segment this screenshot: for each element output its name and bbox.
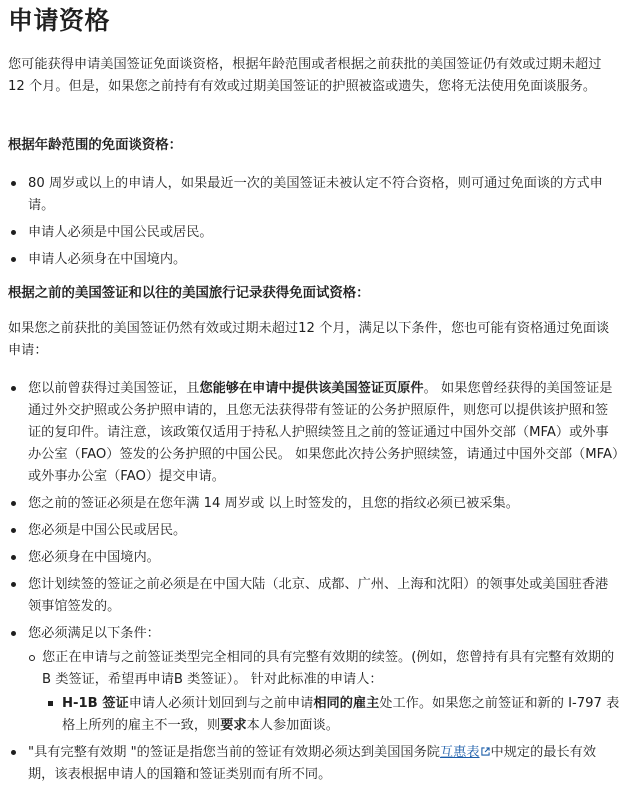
age-criteria-list bbox=[8, 173, 620, 276]
list-item: 您计划续签的签证之前必须是在中国大陆（北京、成都、广州、上海和沈阳）的领事处或美国驻香港领事馆签发的。 bbox=[8, 574, 620, 618]
list-item: 您之前的签证必须是在您年满 14 周岁或 以上时签发的，且您的指纹必须已被采集。 bbox=[8, 493, 620, 515]
intro-paragraph: 您可能获得申请美国签证免面谈资格，根据年龄范围或者根据之前获批的美国签证仍有效或过期未超过12 个月。但是，如果您之前持有有效或过期美国签证的护照被盗或遗失，您将无法使用免面谈服务。 bbox=[8, 57, 602, 94]
list-item: 您必须是中国公民或居民。 bbox=[8, 520, 620, 542]
list-item: 申请人必须是中国公民或居民。 bbox=[8, 222, 620, 244]
list-item: 您必须身在中国境内。 bbox=[8, 547, 620, 569]
prior-visa-criteria-list bbox=[8, 378, 620, 791]
prior-visa-section-heading: 根据之前的美国签证和以往的美国旅行记录获得免面试资格： bbox=[8, 286, 370, 301]
prior-visa-intro: 如果您之前获批的美国签证仍然有效或过期未超过12 个月，满足以下条件，您也可能有资格通过免面谈申请： bbox=[8, 321, 610, 358]
age-section-heading: 根据年龄范围的免面谈资格： bbox=[8, 138, 183, 153]
list-item: 您以前曾获得过美国签证，且您能够在申请中提供该美国签证页原件。 如果您曾经获得的美国签证是通过外交护照或公务护照申请的，且您无法获得带有签证的公务护照原件，则您可以提供该护照和签证的复印件。请注意，该政策仅适用于持私人护照续签且之前的签证通过中国外交部（MFA）或外事办公室（FAO）签发的公务护照的中国公民。 如果您此次持公务护照续签，请通过中国外交部（MFA）或外事办公室（FAO）提交申请。 bbox=[8, 378, 620, 488]
sub-list-item: 您正在申请与之前签证类型完全相同的具有完整有效期的续签。(例如，您曾持有具有完整有效期的 B 类签证，希望再申请B 类签证）。 针对此标准的申请人： H-1B 签证申请人必须计划回到与之前申请相同的雇主处工作。如果您之前签证和新的 I-797 表格上所列的雇主不一致，则要求本人参加面谈。 bbox=[28, 647, 620, 737]
page-title: 申请资格 bbox=[8, 6, 111, 35]
list-item: 80 周岁或以上的申请人，如果最近一次的美国签证未被认定不符合资格，则可通过免面谈的方式申请。 bbox=[8, 173, 620, 217]
list-item: "具有完整有效期 "的签证是指您当前的签证有效期必须达到美国国务院互惠表 中规定的最长有效期，该表根据申请人的国籍和签证类别而有所不同。 bbox=[8, 742, 620, 786]
condition-subsublist bbox=[42, 693, 620, 737]
h1b-rule-item: H-1B 签证申请人必须计划回到与之前申请相同的雇主处工作。如果您之前签证和新的 I-797 表格上所列的雇主不一致，则要求本人参加面谈。 bbox=[42, 693, 620, 737]
list-item: 申请人必须身在中国境内。 bbox=[8, 249, 620, 271]
external-link-icon bbox=[481, 747, 490, 756]
reciprocity-table-link[interactable]: 互惠表 bbox=[439, 745, 480, 760]
list-item: 您必须满足以下条件： 您正在申请与之前签证类型完全相同的具有完整有效期的续签。(例如，您曾持有具有完整有效期的 B 类签证，希望再申请B 类签证）。 针对此标准的申请人： H-1B 签证申请人必须计划回到与之前申请相同的雇主处工作。如果您之前签证和新的 I-797 表格上所列的雇主不一致，则要求本人参加面谈。 bbox=[8, 623, 620, 737]
condition-sublist bbox=[28, 647, 620, 737]
